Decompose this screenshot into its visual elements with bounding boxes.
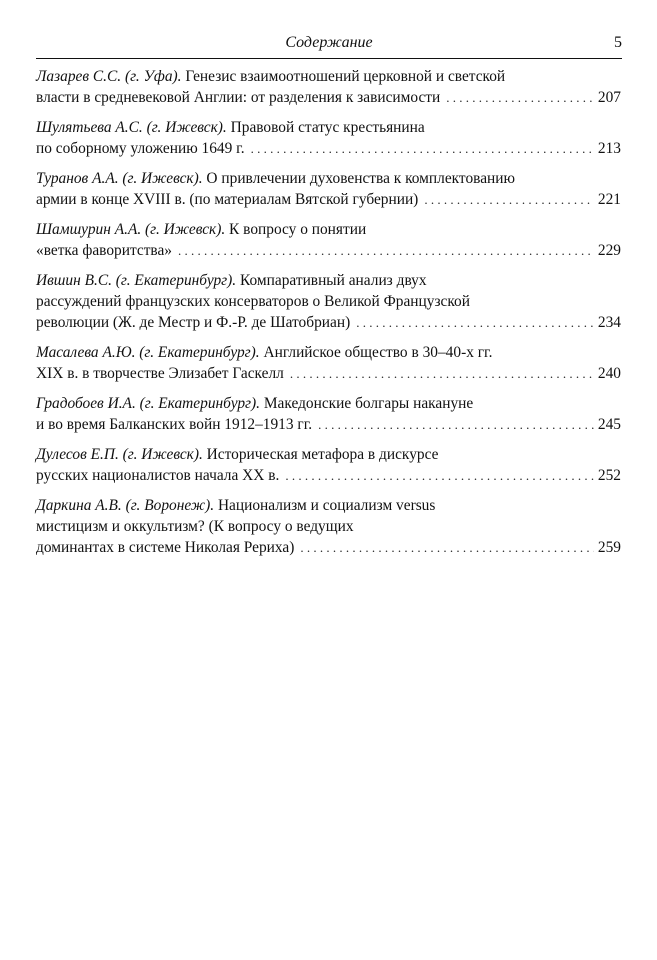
- entry-title-text: мистицизм и оккультизм? (К вопросу о ведущих: [36, 518, 354, 535]
- entry-title-text: Национализм и социализм versus: [214, 497, 436, 514]
- dot-leader: [290, 363, 594, 384]
- dot-leader: [424, 189, 594, 210]
- entry-title-text: Генезис взаимоотношений церковной и светской: [181, 68, 506, 85]
- dot-leader: [285, 465, 594, 486]
- toc-entry-line: [36, 219, 621, 240]
- toc-entry: [36, 495, 621, 567]
- entry-title-text: русских националистов начала XX в.: [36, 467, 280, 484]
- entry-title-text: Македонские болгары накануне: [260, 395, 474, 412]
- entry-page-number: 221: [597, 191, 621, 208]
- toc-entry-line: [36, 342, 621, 363]
- entry-title-text: Компаративный анализ двух: [236, 272, 427, 289]
- entry-page-number: 234: [597, 314, 621, 331]
- toc-entry-line: [36, 291, 621, 312]
- entry-author: Даркина А.В. (г. Воронеж).: [36, 497, 215, 514]
- entry-title-text: революции (Ж. де Местр и Ф.-Р. де Шатобриан): [36, 314, 351, 331]
- entry-title-text: О привлечении духовенства к комплектованию: [202, 170, 516, 187]
- toc-entry-line: [36, 414, 621, 435]
- entry-title-text: Историческая метафора в дискурсе: [202, 446, 439, 463]
- toc-entry: [36, 66, 621, 117]
- toc-entry: [36, 168, 621, 219]
- entry-page-number: 229: [597, 242, 621, 259]
- entry-page-number: 207: [597, 89, 621, 106]
- toc-entry-line: [36, 312, 621, 333]
- entry-author: Градобоев И.А. (г. Екатеринбург).: [36, 395, 260, 412]
- entry-author: Масалева А.Ю. (г. Екатеринбург).: [36, 344, 260, 361]
- toc-entry-line: [36, 138, 621, 159]
- dot-leader: [178, 240, 594, 261]
- entry-title-text: Правовой статус крестьянина: [226, 119, 425, 136]
- entry-page-number: 252: [597, 467, 621, 484]
- entry-page-number: 240: [597, 365, 621, 382]
- entry-author: Шулятьева А.С. (г. Ижевск).: [36, 119, 227, 136]
- toc-entry-line: [36, 495, 621, 516]
- header-rule: [36, 58, 622, 59]
- toc-entry-line: [36, 240, 621, 261]
- toc-entry-line: [36, 516, 621, 537]
- entry-author: Туранов А.А. (г. Ижевск).: [36, 170, 203, 187]
- entry-title-text: и во время Балканских войн 1912–1913 гг.: [36, 416, 313, 433]
- entry-title-text: доминантах в системе Николая Рериха): [36, 539, 295, 556]
- entry-page-number: 213: [597, 140, 621, 157]
- toc-entry-line: [36, 444, 621, 465]
- toc-entry-line: [36, 393, 621, 414]
- entry-author: Дулесов Е.П. (г. Ижевск).: [36, 446, 203, 463]
- dot-leader: [356, 312, 594, 333]
- entry-title-text: К вопросу о понятии: [225, 221, 367, 238]
- entry-page-number: 259: [597, 539, 621, 556]
- toc-entry: [36, 219, 621, 270]
- toc-entry: [36, 270, 621, 342]
- toc-entry-line: [36, 87, 621, 108]
- toc-entry-line: [36, 537, 621, 558]
- entry-title-text: рассуждений французских консерваторов о Великой Французской: [36, 293, 470, 310]
- entry-title-text: власти в средневековой Англии: от разделения к зависимости: [36, 89, 441, 106]
- toc-entry: [36, 342, 621, 393]
- dot-leader: [446, 87, 594, 108]
- toc-entry-line: [36, 117, 621, 138]
- toc-entry-line: [36, 270, 621, 291]
- entry-author: Лазарев С.С. (г. Уфа).: [36, 68, 182, 85]
- running-header: [36, 33, 622, 59]
- toc-entry-line: [36, 465, 621, 486]
- entry-page-number: 245: [597, 416, 621, 433]
- dot-leader: [300, 537, 594, 558]
- entry-title-text: по соборному уложению 1649 г.: [36, 140, 245, 157]
- table-of-contents: [36, 66, 621, 567]
- entry-author: Ившин В.С. (г. Екатеринбург).: [36, 272, 237, 289]
- toc-entry: [36, 117, 621, 168]
- dot-leader: [318, 414, 594, 435]
- entry-title-text: Английское общество в 30–40-х гг.: [259, 344, 493, 361]
- toc-entry: [36, 393, 621, 444]
- toc-entry-line: [36, 363, 621, 384]
- toc-entry-line: [36, 189, 621, 210]
- running-title: Содержание: [285, 34, 373, 51]
- entry-title-text: XIX в. в творчестве Элизабет Гаскелл: [36, 365, 284, 382]
- dot-leader: [251, 138, 594, 159]
- entry-title-text: армии в конце XVIII в. (по материалам Вятской губернии): [36, 191, 419, 208]
- entry-author: Шамшурин А.А. (г. Ижевск).: [36, 221, 226, 238]
- toc-entry-line: [36, 168, 621, 189]
- toc-entry-line: [36, 66, 621, 87]
- entry-title-text: «ветка фаворитства»: [36, 242, 173, 259]
- toc-entry: [36, 444, 621, 495]
- page-number: 5: [614, 34, 622, 51]
